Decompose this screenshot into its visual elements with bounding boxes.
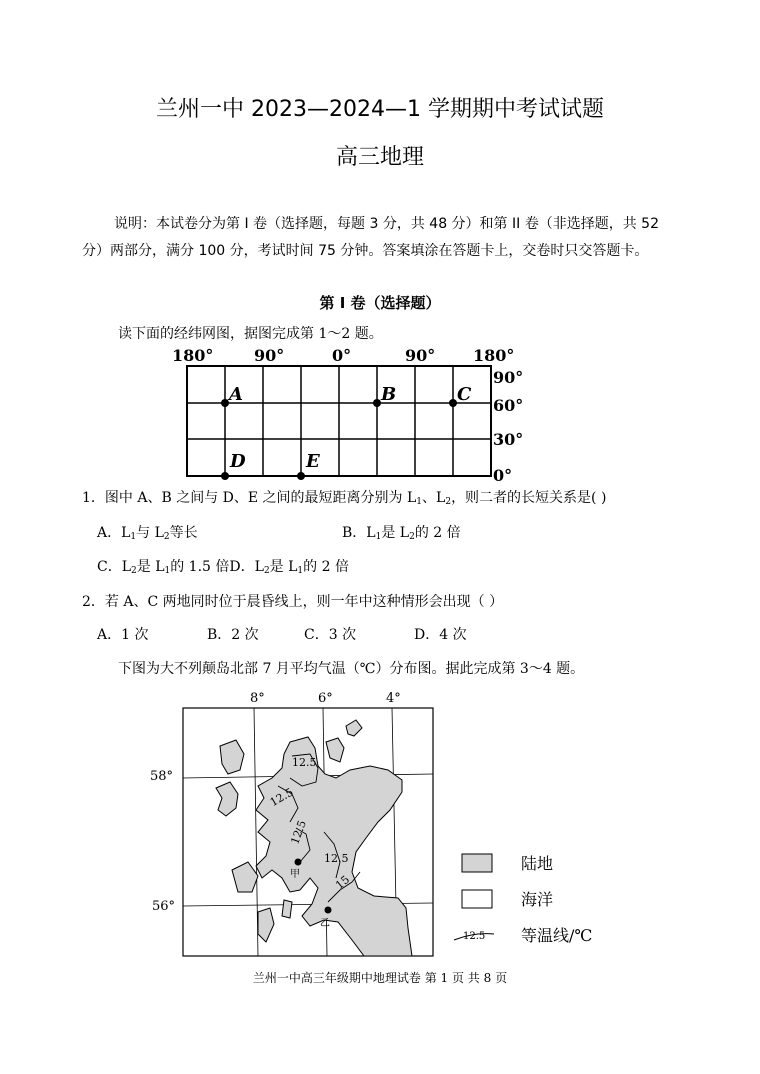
point-a-label: A [229, 384, 243, 405]
lat-label: 60° [493, 396, 524, 415]
page-footer: 兰州一中高三年级期中地理试卷 第 1 页 共 8 页 [252, 971, 508, 985]
lat-label: 56° [152, 899, 176, 914]
lon-label: 180° [473, 346, 515, 365]
lat-label: 58° [150, 769, 174, 784]
lon-label: 8° [250, 691, 265, 706]
lon-label: 4° [386, 691, 401, 706]
option-2d[interactable]: D．4 次 [414, 627, 467, 643]
place-yi-label: 乙 [320, 918, 330, 929]
isotherm-label: 15 [333, 872, 353, 892]
graticule-map [170, 343, 530, 485]
option-2b[interactable]: B．2 次 [207, 627, 259, 643]
exam-subtitle: 高三地理 [335, 145, 424, 170]
point-c-label: C [457, 384, 472, 405]
point-d-label: D [230, 451, 246, 472]
place-jia-label: 甲 [290, 869, 300, 880]
option-1b[interactable]: B．$L_1$是 $L_2$的 2 倍 [342, 525, 461, 542]
island-arran [282, 900, 292, 918]
isotherm-label: 12.5 [288, 818, 309, 847]
point-e-dot [297, 472, 305, 480]
point-b-label: B [381, 384, 397, 405]
lon-label: 90° [405, 346, 436, 365]
intro-grid-map: 读下面的经纬网图，据图完成第 1～2 题。 [118, 326, 383, 342]
option-1c-1d[interactable]: C．$L_2$是 $L_1$的 1.5 倍D．$L_2$是 $L_1$的 2 倍 [97, 559, 349, 576]
point-a-dot [221, 399, 229, 407]
lon-label: 0° [332, 346, 352, 365]
legend-isotherm-label: 等温线/℃ [521, 926, 593, 945]
question-2: 2．若 A、C 两地同时位于晨昏线上，则一年中这种情形会出现（ ） [82, 594, 504, 610]
legend-sea-label: 海洋 [521, 890, 554, 909]
intro-temperature-map: 下图为大不列颠岛北部 7 月平均气温（℃）分布图。据此完成第 3～4 题。 [118, 661, 585, 677]
lat-label: 0° [493, 466, 513, 485]
point-e-label: E [306, 451, 320, 472]
instructions: 说明：本试卷分为第 I 卷（选择题，每题 3 分，共 48 分）和第 II 卷（非选择题，共 52 分）两部分，满分 100 分，考试时间 75 分钟。答案填涂在答题卡上，交卷时只交答题卡。 [82, 216, 659, 259]
legend-land-swatch [462, 854, 492, 872]
point-d-dot [221, 472, 229, 480]
place-yi-dot [325, 907, 332, 914]
isotherm-label: 12.5 [324, 852, 349, 865]
lon-label: 90° [254, 346, 285, 365]
temperature-map [140, 682, 640, 964]
point-b-dot [373, 399, 381, 407]
point-c-dot [449, 399, 457, 407]
lon-label: 6° [318, 691, 333, 706]
place-jia-dot [295, 859, 302, 866]
section-title: 第 I 卷（选择题） [319, 294, 441, 312]
isotherm-label: 12.5 [267, 785, 296, 810]
option-2a[interactable]: A．1 次 [97, 627, 149, 643]
option-1a[interactable]: A．$L_1$与 $L_2$等长 [97, 525, 198, 542]
legend-land-label: 陆地 [521, 854, 554, 873]
isotherm-label: 12.5 [292, 756, 317, 769]
legend-sea-swatch [462, 890, 492, 908]
exam-title: 兰州一中 2023—2024—1 学期期中考试试题 [156, 97, 604, 122]
legend-isotherm-sample: 12.5 [463, 931, 486, 942]
option-2c[interactable]: C．3 次 [304, 627, 357, 643]
question-1: 1．图中 A、B 之间与 D、E 之间的最短距离分别为 $L_1$、$L_2$，则二者的长短关系是( ) [82, 490, 607, 507]
lat-label: 90° [493, 368, 524, 387]
lat-label: 30° [493, 430, 524, 449]
lon-label: 180° [172, 346, 214, 365]
